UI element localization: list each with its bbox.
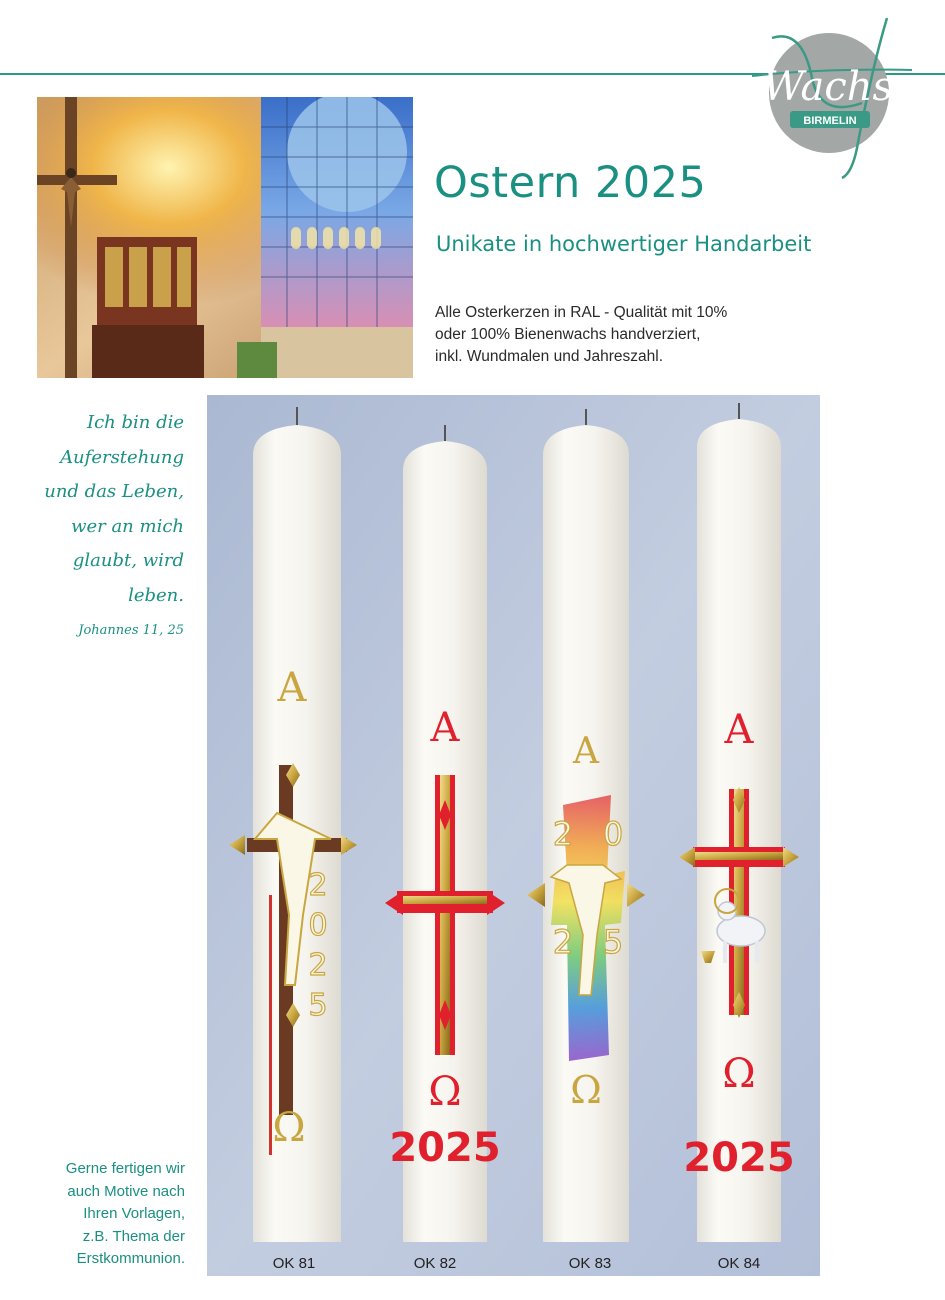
- candle3-year-digit: 5: [602, 923, 624, 961]
- quote-line: glaubt, wird: [72, 550, 184, 571]
- quote-line: leben.: [128, 584, 184, 606]
- quote-line: Ich bin die: [86, 412, 184, 433]
- candle3-year-digit: 2: [552, 815, 574, 853]
- logo-banner-text: BIRMELIN: [803, 115, 857, 127]
- candle1-year-digit: 5: [308, 988, 328, 1023]
- candle-photo-panel: [207, 395, 820, 1276]
- candle4-omega: Ω: [722, 1051, 756, 1097]
- church-interior-photo: [37, 97, 413, 378]
- intro-line: Alle Osterkerzen in RAL - Qualität mit 10%: [435, 304, 728, 321]
- candle-ok82: [385, 425, 505, 1242]
- candle2-omega: Ω: [428, 1069, 462, 1115]
- quote-line: Auferstehung: [60, 446, 184, 468]
- candle-ok83: [527, 409, 645, 1242]
- candle-code-caption: OK 82: [413, 1255, 457, 1272]
- intro-text: [435, 302, 805, 368]
- bible-quote: [44, 406, 184, 641]
- intro-line: inkl. Wundmalen und Jahreszahl.: [435, 348, 664, 365]
- candle3-year-digit: 2: [552, 923, 574, 961]
- candle3-alpha: A: [573, 731, 599, 772]
- note-line: auch Motive nach: [67, 1182, 185, 1200]
- page-subtitle: Unikate in hochwertiger Handarbeit: [436, 232, 812, 256]
- quote-line: wer an mich: [71, 515, 184, 537]
- page-title: Ostern 2025: [434, 158, 707, 208]
- quote-line: und das Leben,: [44, 481, 184, 502]
- note-line: Gerne fertigen wir: [65, 1160, 185, 1177]
- candle3-year-digit: 0: [602, 815, 624, 853]
- candle2-year: 2025: [389, 1125, 501, 1171]
- wachs-birmelin-logo: [742, 8, 917, 183]
- candle3-omega: Ω: [570, 1068, 602, 1112]
- candle1-year-digit: 0: [308, 908, 328, 943]
- candle1-year-digit: 2: [308, 868, 328, 903]
- candle1-omega: Ω: [272, 1105, 306, 1151]
- candle-ok84: [679, 403, 799, 1242]
- candle-code-caption: OK 83: [568, 1255, 612, 1272]
- logo-script-text: Wachs: [762, 64, 894, 110]
- custom-motif-note: [66, 1158, 185, 1271]
- candle4-alpha: A: [724, 707, 754, 753]
- candle4-year: 2025: [683, 1135, 795, 1181]
- quote-source: Johannes 11, 25: [78, 623, 184, 638]
- note-line: Erstkommunion.: [76, 1250, 185, 1267]
- intro-line: oder 100% Bienenwachs handverziert,: [435, 326, 701, 343]
- candle1-year-digit: 2: [308, 948, 328, 983]
- note-line: Ihren Vorlagen,: [83, 1205, 185, 1222]
- candle-code-caption: OK 84: [717, 1255, 761, 1272]
- candle1-alpha: A: [277, 665, 307, 711]
- candle2-alpha: A: [430, 705, 460, 751]
- candle-code-caption: OK 81: [272, 1255, 316, 1272]
- note-line: z.B. Thema der: [82, 1227, 185, 1245]
